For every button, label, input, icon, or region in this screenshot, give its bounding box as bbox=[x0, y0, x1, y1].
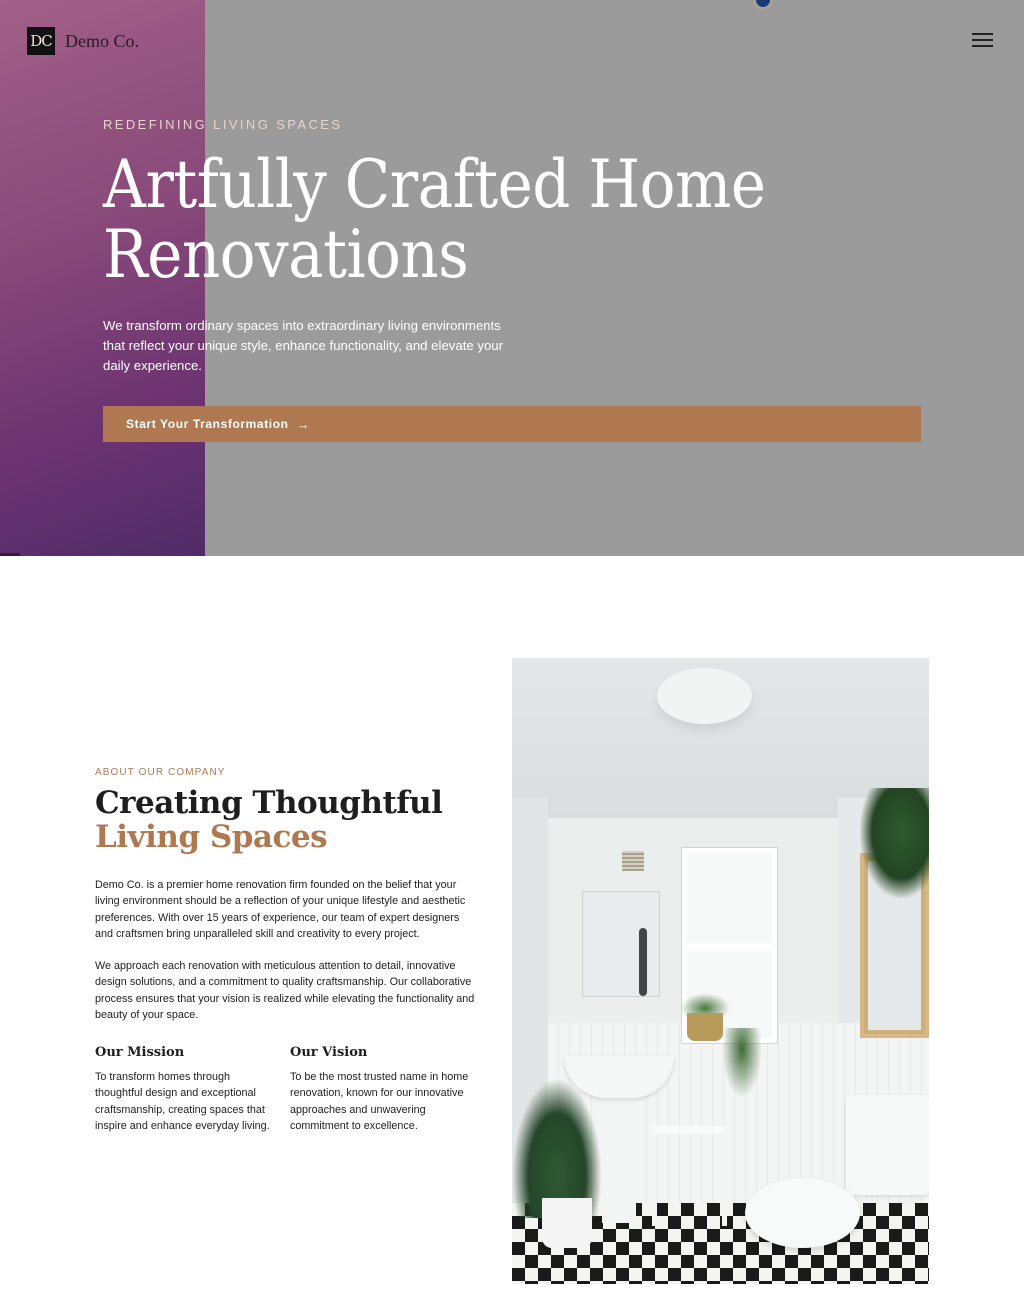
logo-mark: DC bbox=[27, 27, 55, 55]
mission-text: To transform homes through thoughtful design and exceptional craftsmanship, creating spaces that inspire and enhance everyday living. bbox=[95, 1071, 270, 1132]
potted-plant bbox=[512, 1078, 602, 1218]
hero-section bbox=[0, 0, 1024, 556]
start-transformation-button[interactable] bbox=[103, 406, 921, 442]
hero-title bbox=[103, 146, 787, 293]
about-paragraph-2: We approach each renovation with meticulous attention to detail, innovative design solutions, and a commitment to quality craftsmanship. Our collaborative process ensures that your vision is realized while elevating the functionality and beauty of your space. bbox=[95, 960, 475, 1021]
vent bbox=[622, 851, 644, 871]
about-paragraph-1: Demo Co. is a premier home renovation firm founded on the belief that your living environment should be a reflection of your unique lifestyle and aesthetic preferences. With over 15 years of experience, our team of expert designers and craftsmen bring unparalleled skill and creativity to every project. bbox=[95, 879, 466, 940]
hero-subtitle: We transform ordinary spaces into extraordinary living environments that reflect your unique style, enhance functionality, and elevate your daily experience. bbox=[103, 318, 504, 373]
logo-name: Demo Co. bbox=[65, 30, 139, 51]
stool bbox=[652, 1126, 727, 1226]
hanging-plant bbox=[860, 788, 929, 898]
hero-title-line1: Artfully Crafted Home bbox=[103, 146, 766, 223]
hamburger-menu-icon[interactable] bbox=[972, 33, 994, 49]
about-eyebrow: ABOUT OUR COMPANY bbox=[95, 767, 226, 778]
ceiling-lamp bbox=[657, 668, 752, 724]
about-title bbox=[95, 786, 442, 854]
vision-heading: Our Vision bbox=[290, 1045, 368, 1060]
arrow-right-icon: → bbox=[296, 416, 311, 432]
bathroom-photo bbox=[512, 658, 929, 1284]
hero-progress-indicator bbox=[0, 553, 20, 556]
vision-text: To be the most trusted name in home renovation, known for our innovative approaches and unwavering commitment to excellence. bbox=[290, 1071, 469, 1132]
toilet bbox=[745, 1178, 860, 1248]
hero-eyebrow: REDEFINING LIVING SPACES bbox=[103, 117, 343, 132]
basket bbox=[687, 1013, 723, 1041]
mission-heading: Our Mission bbox=[95, 1045, 185, 1060]
cta-label: Start Your Transformation bbox=[126, 417, 289, 431]
about-title-line1: Creating Thoughtful bbox=[95, 785, 443, 821]
cursor-dot-icon bbox=[756, 0, 770, 7]
hero-title-line2: Renovations bbox=[103, 216, 469, 293]
mirror bbox=[582, 891, 660, 997]
logo-link[interactable] bbox=[27, 27, 139, 55]
about-title-line2: Living Spaces bbox=[95, 819, 328, 855]
